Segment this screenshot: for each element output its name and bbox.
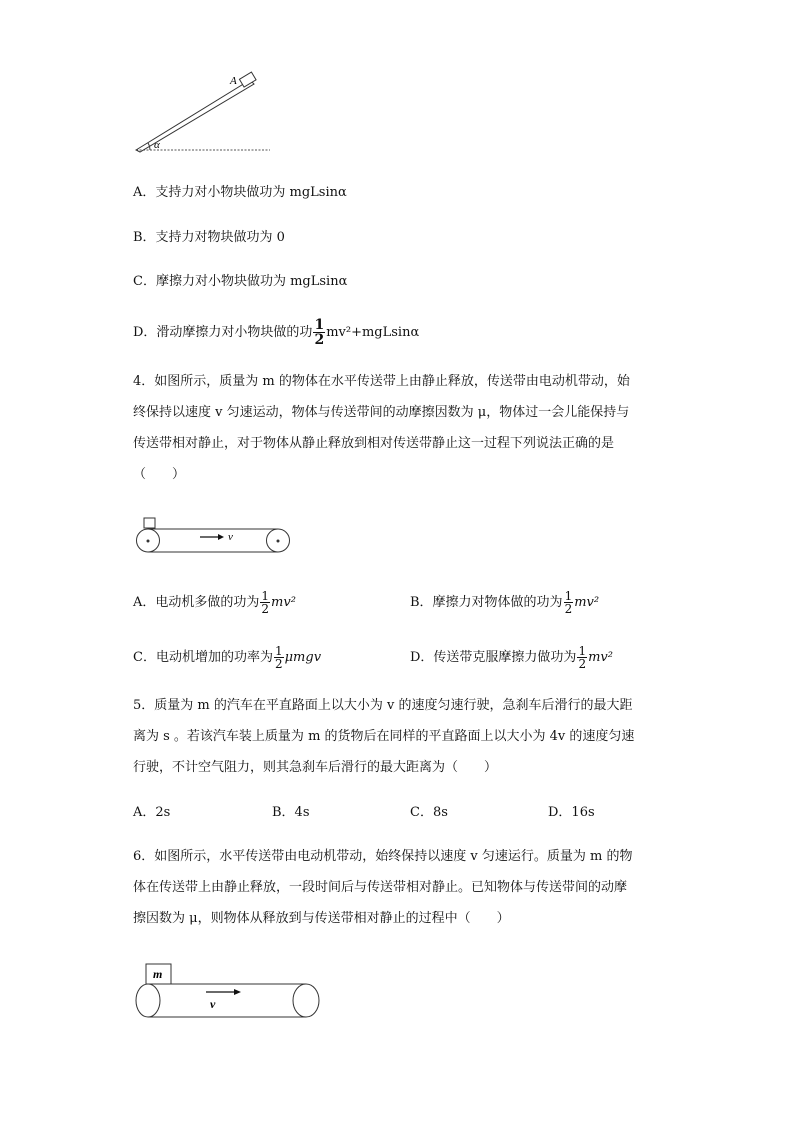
- q5-option-d: D．16s: [548, 805, 595, 820]
- q4-option-b: [410, 590, 599, 615]
- q4-option-a-fraction: [260, 590, 270, 615]
- q5-line-1: 5．质量为 m 的汽车在平直路面上以大小为 v 的速度匀速行驶，急刹车后滑行的最大距: [133, 698, 633, 713]
- q3-option-d-prefix: D．滑动摩擦力对小物块做的功: [133, 325, 313, 340]
- q4-option-d-suffix: mv²: [588, 650, 613, 665]
- q4-option-b-prefix: B．摩擦力对物体做的功为: [410, 595, 563, 610]
- q4-option-a-prefix: A．电动机多做的功为: [133, 595, 260, 610]
- q4-option-c-suffix: μmgv: [284, 650, 322, 665]
- q4-line-1: 4．如图所示，质量为 m 的物体在水平传送带上由静止释放，传送带由电动机带动，始: [133, 374, 630, 389]
- q4-option-a-suffix: mv²: [271, 595, 296, 610]
- q6-line-2: 体在传送带上由静止释放，一段时间后与传送带相对静止。已知物体与传送带间的动摩: [133, 880, 628, 895]
- q6-line-3: 擦因数为 μ，则物体从释放到与传送带相对静止的过程中（ ）: [133, 911, 510, 926]
- conveyor-figure-1: [136, 516, 296, 556]
- fraction-denominator: 2: [261, 602, 270, 616]
- q3-option-d-suffix: mv²+mgLsinα: [326, 325, 420, 340]
- q4-option-c-prefix: C．电动机增加的功率为: [133, 650, 273, 665]
- fraction-numerator: 1: [274, 644, 283, 658]
- q5-option-a: A．2s: [133, 805, 171, 820]
- q4-option-b-fraction: [564, 590, 574, 615]
- fraction-numerator: 1: [564, 589, 573, 603]
- incline-label-a: A: [230, 75, 237, 87]
- q4-line-2: 终保持以速度 v 匀速运动，物体与传送带间的动摩擦因数为 μ，物体过一会儿能保持与: [133, 405, 630, 420]
- q5-option-b: B．4s: [272, 805, 310, 820]
- incline-label-alpha: α: [154, 139, 160, 151]
- q3-option-a: A．支持力对小物块做功为 mgLsinα: [133, 185, 347, 200]
- fraction-denominator: 2: [274, 657, 283, 671]
- q4-line-4: （ ）: [133, 467, 186, 482]
- conveyor-1-velocity-label: v: [228, 531, 233, 543]
- conveyor-2-velocity-label: v: [210, 997, 216, 1011]
- q5-line-2: 离为 s 。若该汽车装上质量为 m 的货物后在同样的平直路面上以大小为 4v 的速度匀速: [133, 729, 635, 744]
- q3-option-b: B．支持力对物块做功为 0: [133, 230, 285, 245]
- incline-figure: [130, 70, 280, 155]
- q4-option-b-suffix: mv²: [574, 595, 600, 610]
- fraction-denominator: 2: [314, 332, 325, 348]
- fraction-denominator: 2: [578, 657, 587, 671]
- q4-option-c: [133, 645, 321, 670]
- fraction-numerator: 1: [314, 317, 325, 333]
- conveyor-2-mass-label: m: [153, 967, 163, 981]
- fraction-numerator: 1: [578, 644, 587, 658]
- fraction-numerator: 1: [261, 589, 270, 603]
- q4-option-d-fraction: [577, 645, 587, 670]
- q3-option-c: C．摩擦力对小物块做功为 mgLsinα: [133, 274, 348, 289]
- fraction-denominator: 2: [564, 602, 573, 616]
- q5-line-3: 行驶，不计空气阻力，则其急刹车后滑行的最大距离为（ ）: [133, 760, 498, 775]
- q4-option-c-fraction: [274, 645, 284, 670]
- q5-option-c: C．8s: [410, 805, 448, 820]
- q4-option-d: [410, 645, 613, 670]
- q3-option-d: [133, 318, 419, 347]
- q4-line-3: 传送带相对静止，对于物体从静止释放到相对传送带静止这一过程下列说法正确的是: [133, 436, 615, 451]
- q4-option-d-prefix: D．传送带克服摩擦力做功为: [410, 650, 577, 665]
- conveyor-figure-2: [134, 962, 326, 1022]
- q3-option-d-fraction: [313, 318, 325, 347]
- q4-option-a: [133, 590, 296, 615]
- q6-line-1: 6．如图所示，水平传送带由电动机带动，始终保持以速度 v 匀速运行。质量为 m 的物: [133, 849, 633, 864]
